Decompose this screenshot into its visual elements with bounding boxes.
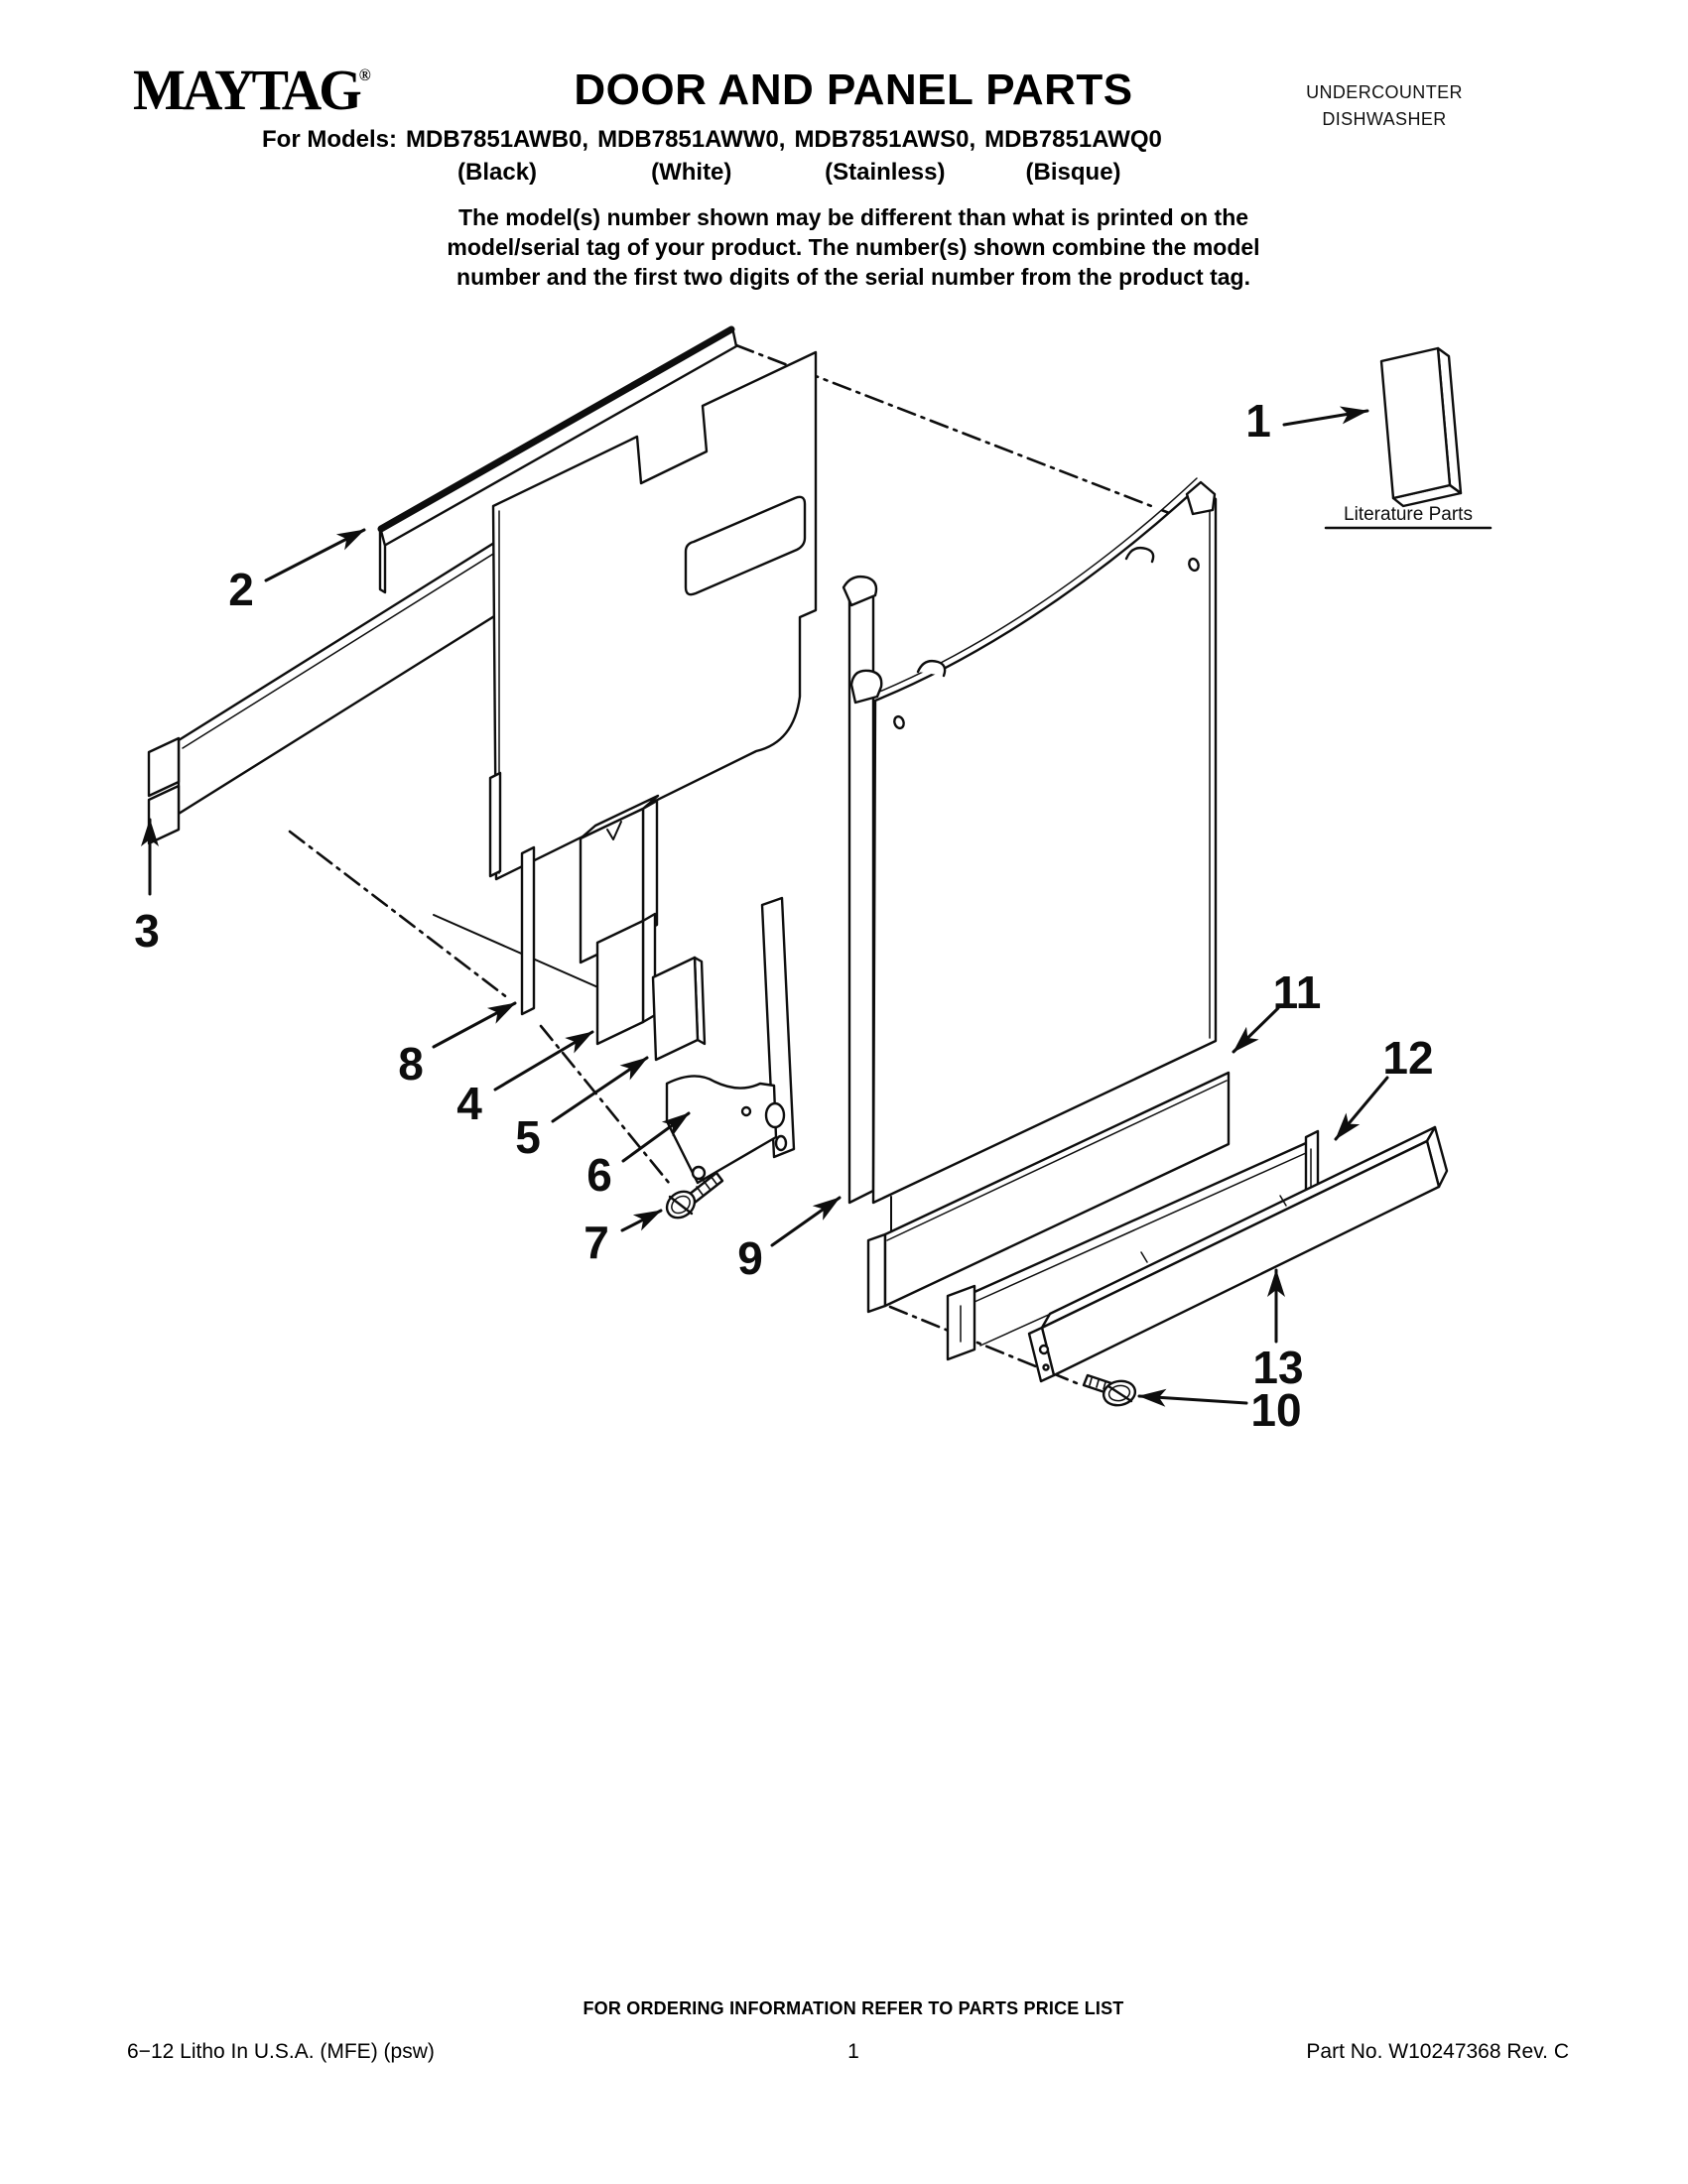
callout-13-label: 13 [1252,1342,1304,1393]
callout-11-label: 11 [1272,966,1322,1018]
appliance-type-line2: DISHWASHER [1322,109,1447,129]
registered-mark: ® [358,66,371,85]
model-note-line: The model(s) number shown may be different than what is printed on the [457,204,1249,230]
model-color: (White) [651,159,732,186]
footer-litho: 6−12 Litho In U.S.A. (MFE) (psw) [127,2040,435,2063]
model-code: MDB7851AWQ0 [984,126,1162,153]
literature-parts-label: Literature Parts [1344,504,1473,525]
callout-3-label: 3 [134,905,160,957]
callout-12-label: 12 [1382,1032,1434,1084]
callout-4-label: 4 [456,1078,482,1129]
callout-11-arrow [1234,1008,1278,1052]
part-screw-lower [1084,1375,1137,1408]
callout-10-label: 10 [1250,1384,1302,1436]
callout-1-label: 1 [1245,395,1271,447]
callout-2-label: 2 [228,564,254,615]
part-pad [653,958,705,1060]
model-code: MDB7851AWS0, [794,126,976,153]
callout-2-arrow [266,530,364,580]
footer-part-number: Part No. W10247368 Rev. C [1306,2040,1569,2063]
ordering-note: FOR ORDERING INFORMATION REFER TO PARTS PRICE LIST [583,1998,1124,2018]
callout-5-label: 5 [515,1111,541,1163]
model-code: MDB7851AWB0, [406,126,589,153]
callout-12-arrow [1336,1078,1387,1139]
part-screw-upper [662,1173,722,1223]
callout-4-arrow [495,1032,592,1090]
callout-7-label: 7 [584,1217,609,1268]
model-note-line: model/serial tag of your product. The number(s) shown combine the model [447,234,1260,260]
callout-8-arrow [434,1003,515,1047]
callout-9-label: 9 [737,1232,763,1284]
callout-1-arrow [1284,411,1367,425]
models-label: For Models: [262,126,397,153]
callout-9-arrow [772,1198,840,1245]
model-color: (Stainless) [825,159,946,186]
callout-5-arrow [553,1058,647,1121]
model-color: (Black) [457,159,538,186]
callout-6-label: 6 [586,1149,612,1201]
callout-10-arrow [1139,1396,1246,1403]
brand-text: MAYTAG [133,59,359,123]
callout-8-label: 8 [398,1038,424,1090]
appliance-type-line1: UNDERCOUNTER [1306,82,1463,102]
callout-7-arrow [622,1211,661,1230]
part-latch-blocks [581,796,658,1044]
model-note-line: number and the first two digits of the serial number from the product tag. [456,264,1250,290]
part-literature-booklet [1381,348,1461,506]
model-color: (Bisque) [1025,159,1121,186]
footer-page-number: 1 [847,2040,859,2063]
model-code: MDB7851AWW0, [597,126,786,153]
page-title: DOOR AND PANEL PARTS [574,65,1133,114]
